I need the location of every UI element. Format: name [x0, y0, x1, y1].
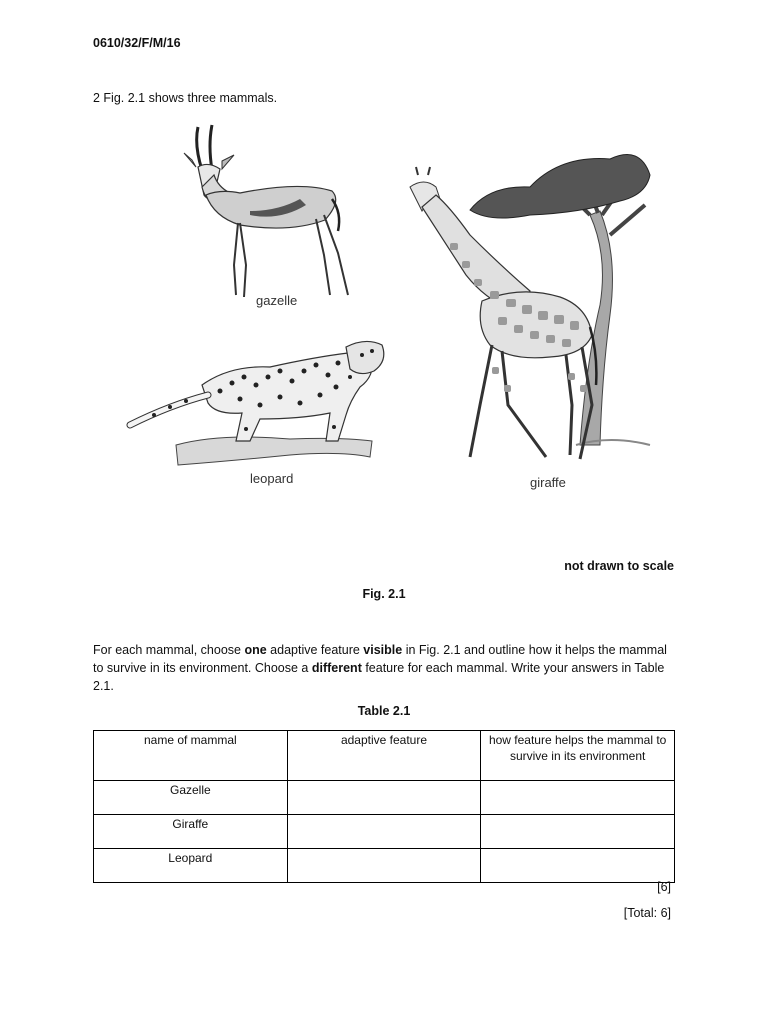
instructions-part: feature for each mammal. Write your answers in Table 2.1.: [93, 661, 665, 693]
paper-code: 0610/32/F/M/16: [93, 36, 181, 50]
instructions-part: For each mammal, choose: [93, 643, 245, 657]
figure-caption: Fig. 2.1: [362, 587, 406, 601]
survival-answer-cell[interactable]: [481, 849, 675, 883]
survival-answer-cell[interactable]: [481, 781, 675, 815]
gazelle-illustration: [184, 125, 348, 308]
header-adaptive-feature: adaptive feature: [287, 731, 481, 781]
answer-table: [93, 730, 675, 883]
giraffe-illustration: [410, 155, 650, 490]
feature-answer-cell[interactable]: [287, 781, 481, 815]
table-row: [94, 849, 675, 883]
header-name-of-mammal: name of mammal: [94, 731, 288, 781]
table-row: [94, 781, 675, 815]
scale-note: not drawn to scale: [564, 559, 674, 573]
survival-answer-cell[interactable]: [481, 815, 675, 849]
mammals-figure: [110, 115, 670, 505]
feature-answer-cell[interactable]: [287, 815, 481, 849]
leopard-illustration: [130, 341, 384, 486]
instructions-emphasis: one: [244, 643, 267, 657]
marks-indicator: [6]: [657, 880, 671, 894]
gazelle-label: gazelle: [256, 293, 298, 308]
instructions-part: in Fig. 2.1 and outline how it helps the mammal to survive in its environment. Choose a: [93, 643, 667, 675]
mammal-name-cell: Gazelle: [94, 781, 288, 815]
leopard-label: leopard: [250, 471, 294, 486]
table-caption: Table 2.1: [357, 704, 411, 718]
question-stem: 2 Fig. 2.1 shows three mammals.: [93, 91, 278, 105]
header-how-feature-helps: how feature helps the mammal to survive in its environment: [481, 731, 675, 781]
feature-answer-cell[interactable]: [287, 849, 481, 883]
task-instructions: [93, 641, 678, 695]
table-header-row: [94, 731, 675, 781]
instructions-emphasis: visible: [363, 643, 403, 657]
mammal-name-cell: Giraffe: [94, 815, 288, 849]
mammal-name-cell: Leopard: [94, 849, 288, 883]
giraffe-label: giraffe: [530, 475, 566, 490]
total-marks: [Total: 6]: [623, 906, 671, 920]
instructions-part: adaptive feature: [266, 643, 364, 657]
table-row: [94, 815, 675, 849]
instructions-emphasis: different: [311, 661, 362, 675]
